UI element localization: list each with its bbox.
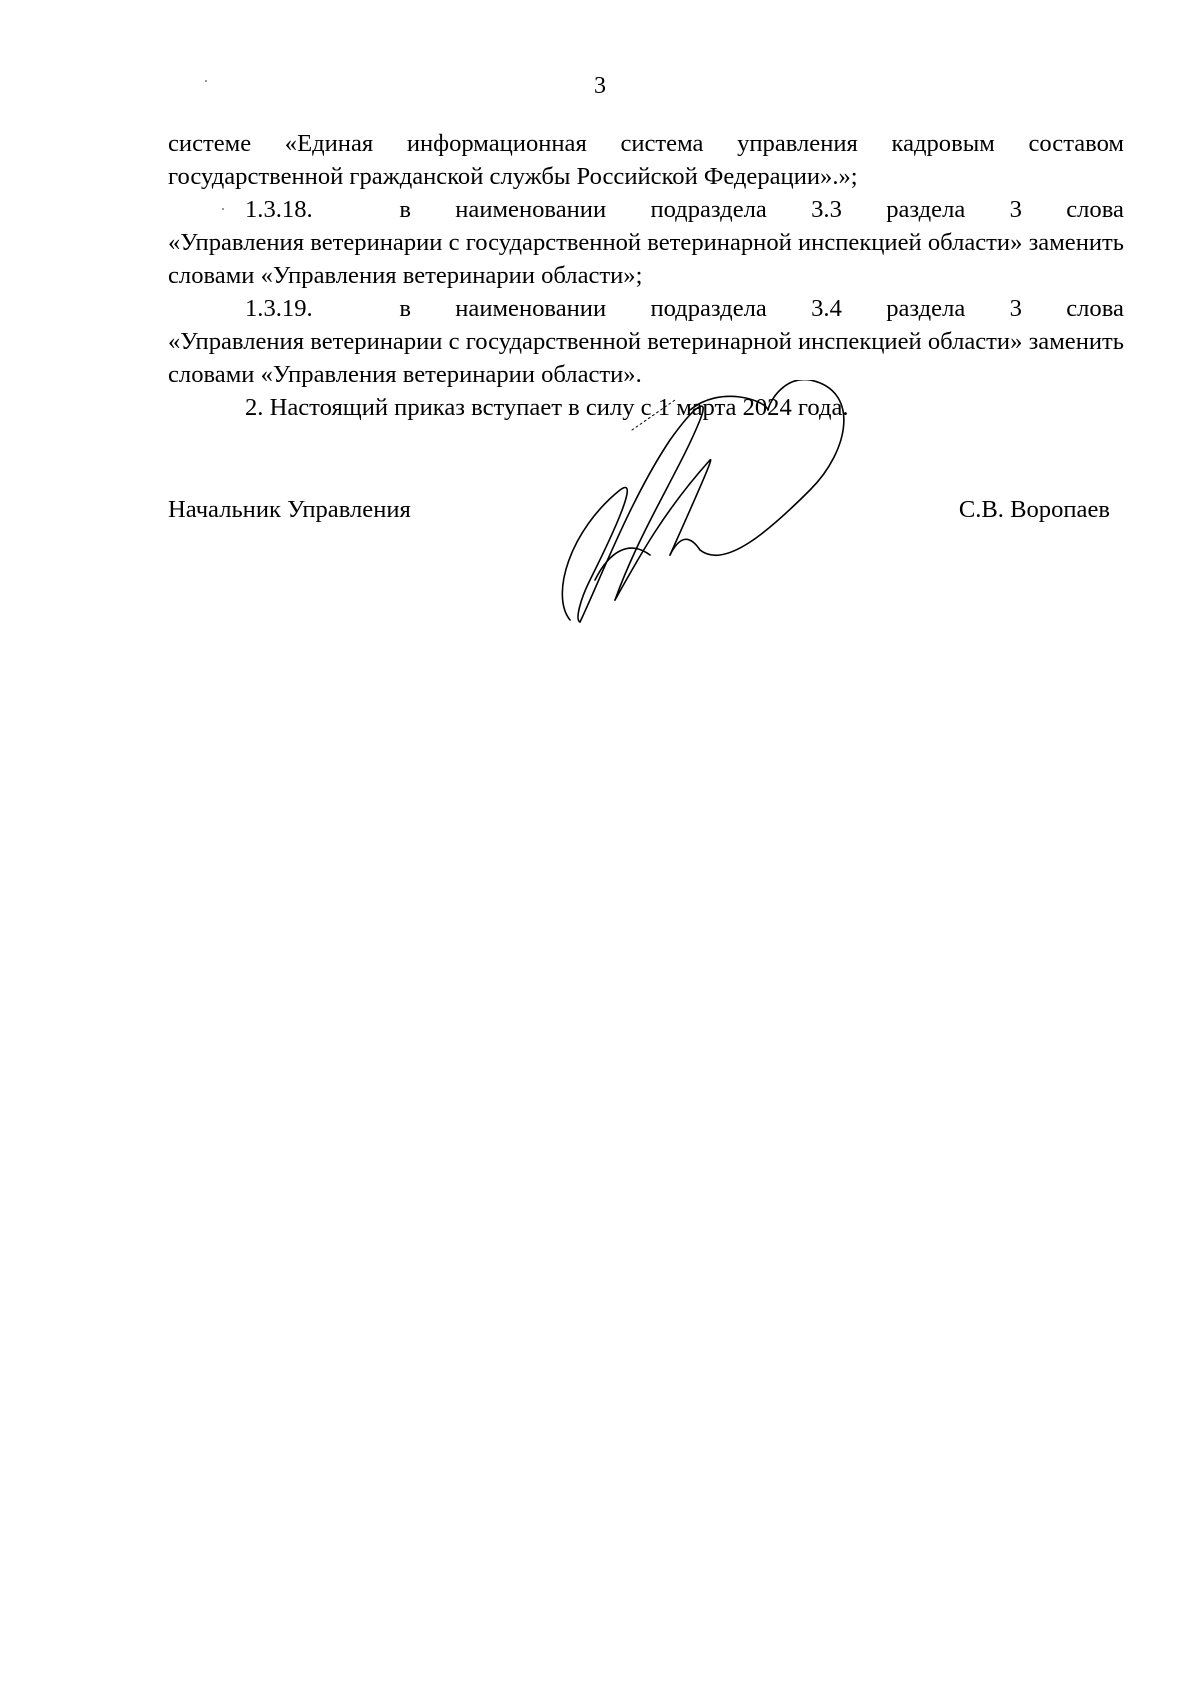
- item-1-3-18-head: [168, 193, 1124, 226]
- item-word: наименовании: [455, 295, 607, 322]
- signatory-position: Начальник Управления: [168, 496, 411, 523]
- item-word: 3: [1009, 196, 1022, 223]
- item-number: 1.3.18.: [245, 196, 313, 223]
- item-word: в: [399, 295, 411, 322]
- item-word: слова: [1066, 196, 1124, 223]
- item-word: в: [399, 196, 411, 223]
- page-number: 3: [594, 73, 606, 99]
- handwritten-signature: [540, 380, 890, 640]
- item-word: раздела: [886, 196, 966, 223]
- item-word: слова: [1066, 295, 1124, 322]
- item-1-3-18-text: «Управления ветеринарии с государственной ветеринарной инспекцией области» заменить словами «Управления ветеринарии области»;: [168, 229, 1124, 289]
- item-2-paragraph: 2. Настоящий приказ вступает в силу с 1 марта 2024 года.: [245, 394, 849, 421]
- item-1-3-19: [168, 292, 1124, 391]
- item-1-3-18: [168, 193, 1124, 292]
- item-1-3-19-head: [168, 292, 1124, 325]
- item-1-3-19-text: «Управления ветеринарии с государственной ветеринарной инспекцией области» заменить словами «Управления ветеринарии области».: [168, 328, 1124, 388]
- item-word: раздела: [886, 295, 966, 322]
- continuation-paragraph: системе «Единая информационная система управления кадровым составом государственной гражданской службы Российской Федерации».»;: [168, 130, 1124, 190]
- signatory-name: С.В. Воропаев: [958, 496, 1110, 523]
- item-word: 3: [1009, 295, 1022, 322]
- item-word: 3.3: [811, 196, 842, 223]
- item-word: 3.4: [811, 295, 842, 322]
- item-word: подраздела: [650, 295, 767, 322]
- item-word: подраздела: [650, 196, 767, 223]
- item-number: 1.3.19.: [245, 295, 313, 322]
- item-word: наименовании: [455, 196, 607, 223]
